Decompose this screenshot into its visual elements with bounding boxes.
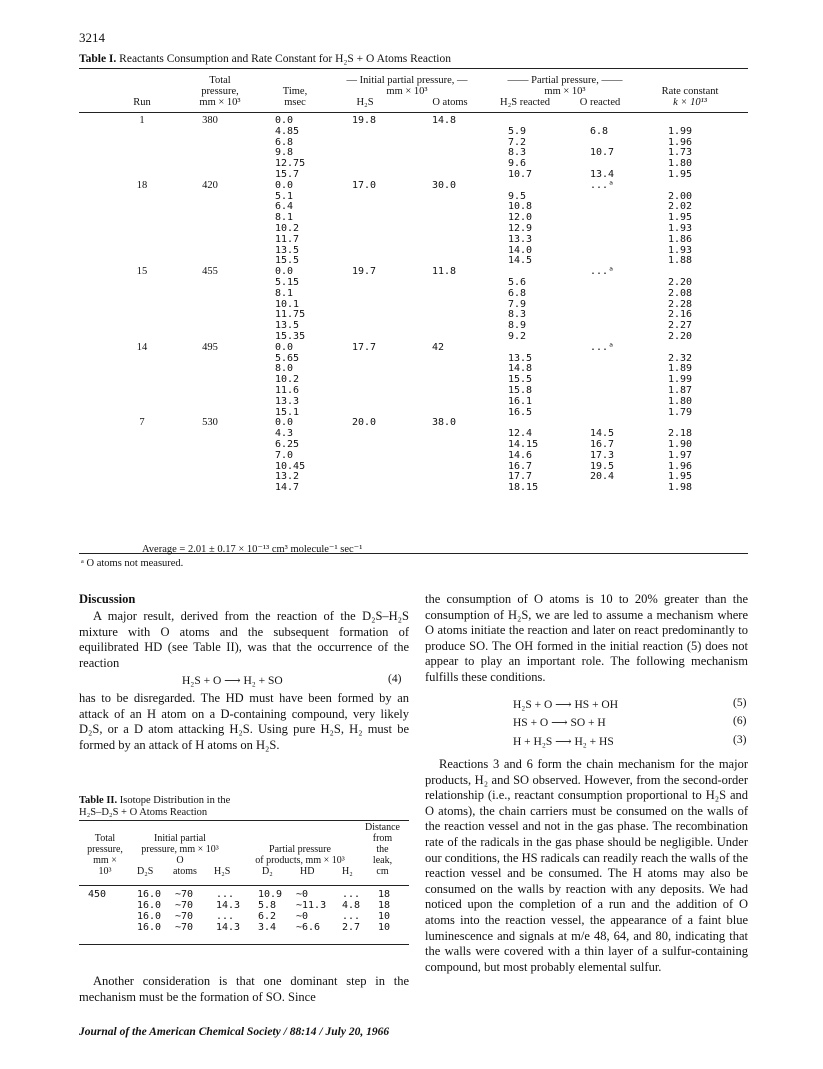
table2-cell: 10.9	[258, 889, 283, 900]
table1-h2s-reacted: 16.7	[508, 460, 533, 472]
table1-caption-text: Reactants Consumption and Rate Constant for H₂S + O Atoms Reaction	[119, 53, 451, 65]
table1-time: 14.7	[275, 482, 300, 494]
table1-time: 6.4	[275, 201, 294, 213]
table1-time: 10.1	[275, 298, 300, 310]
table1-rate: 1.93	[668, 244, 693, 256]
table1-caption	[79, 53, 451, 65]
table1-time: 6.25	[275, 439, 300, 450]
table1-header-rate: Rate constant k × 10¹³	[661, 86, 719, 108]
table1-rate: 1.79	[668, 406, 693, 418]
table1-initial-h2s: 20.0	[352, 417, 377, 429]
table2-sub-h2s: H₂S	[214, 866, 231, 877]
table1-time: 4.3	[275, 428, 294, 440]
table2-sub-d2s: D₂S	[137, 866, 154, 877]
table2-cell: 18	[378, 900, 391, 911]
table1-time: 10.2	[275, 223, 300, 234]
table1-rate: 1.73	[668, 147, 693, 159]
table1-time: 0.0	[275, 341, 294, 353]
table1-rate: 1.90	[668, 439, 693, 450]
table1-time: 5.15	[275, 277, 300, 288]
table1-rate: 2.00	[668, 190, 693, 202]
table2-cell: 4.8	[342, 900, 361, 911]
table1-o-reacted: 6.8	[590, 125, 609, 137]
table1-initial-o: 38.0	[432, 417, 457, 429]
table1-run-number: 18	[136, 179, 148, 191]
table1-o-reacted: 10.7	[590, 147, 615, 159]
table2-cell: 6.2	[258, 911, 277, 922]
table1-h2s-reacted: 8.3	[508, 309, 527, 321]
table1-time: 13.2	[275, 471, 300, 483]
table2-header-distance: Distance from the leak, cm	[365, 822, 400, 877]
table1-h2s-reacted: 17.7	[508, 471, 533, 483]
table2-cell: ...	[342, 889, 361, 900]
table2-cell: ~0	[296, 911, 309, 922]
table2-cell: ...	[342, 911, 361, 922]
table1-h2s-reacted: 8.9	[508, 320, 527, 332]
table2-cell: 14.3	[216, 922, 241, 933]
table2-header-total: Total pressure, mm × 10³	[87, 833, 123, 877]
table2-cell: 2.7	[342, 922, 361, 933]
table1-time: 11.75	[275, 309, 306, 321]
table2-cell: ~6.6	[296, 922, 321, 933]
table1-rate: 2.20	[668, 277, 693, 288]
table1-rate: 1.88	[668, 255, 693, 267]
table1-h2s-reacted: 18.15	[508, 482, 539, 494]
table1-time: 6.8	[275, 136, 294, 148]
table1-time: 8.1	[275, 287, 294, 299]
table1-time: 0.0	[275, 179, 294, 191]
table1-h2s-reacted: 15.8	[508, 385, 533, 396]
table1-header-partial: —— Partial pressure, —— mm × 10³	[507, 75, 623, 97]
table1-h2s-reacted: 9.5	[508, 190, 527, 202]
table1-rate: 1.95	[668, 212, 693, 224]
table1-caption-label: Table I.	[79, 53, 117, 65]
table1-total-pressure: 530	[202, 417, 218, 429]
table1-header-initial: — Initial partial pressure, — mm × 10³	[346, 75, 468, 97]
table1-o-reacted: ...ᵃ	[590, 179, 615, 191]
equation-5: H₂S + O ⟶ HS + OH	[513, 699, 619, 711]
table1-rate: 1.96	[668, 136, 693, 148]
table1-rate: 2.18	[668, 428, 693, 440]
table1-rate: 1.96	[668, 460, 693, 472]
equation-6: HS + O ⟶ SO + H	[513, 717, 606, 729]
table1-rate: 2.27	[668, 320, 693, 332]
table2-cell: 5.8	[258, 900, 277, 911]
table1-h2s-reacted: 14.15	[508, 439, 539, 450]
table1-header-initial-h2s: H₂S	[356, 97, 374, 108]
table2-sub-h2: H₂	[342, 866, 353, 877]
table1-total-pressure: 455	[202, 266, 218, 278]
table1-time: 11.6	[275, 385, 300, 396]
table1-h2s-reacted: 7.9	[508, 298, 527, 310]
table1-run-number: 7	[139, 417, 145, 429]
table2-cell: ~70	[175, 889, 194, 900]
table1-rate: 2.16	[668, 309, 693, 321]
table1-rate: 1.86	[668, 233, 693, 245]
table1-header-run: Run	[133, 97, 151, 108]
table1-rate: 1.93	[668, 223, 693, 234]
table1-time: 10.45	[275, 460, 306, 472]
table1-time: 4.85	[275, 125, 300, 137]
table1-h2s-reacted: 9.6	[508, 158, 527, 170]
discussion-heading: Discussion	[79, 592, 136, 606]
table1-total-pressure: 420	[202, 179, 218, 191]
page-number: 3214	[79, 30, 105, 45]
table1-initial-h2s: 17.7	[352, 341, 377, 353]
table1-header-rule	[79, 112, 748, 113]
discussion-paragraph-3: Another consideration is that one dominant step in the mechanism must be the formation of SO. Since	[79, 974, 409, 1004]
table1-time: 11.7	[275, 233, 300, 245]
table1-time: 0.0	[275, 417, 294, 429]
table2-bottom-rule	[79, 944, 409, 945]
table1-time: 5.1	[275, 190, 294, 202]
table2-top-rule	[79, 820, 409, 821]
table1-o-reacted: 20.4	[590, 471, 615, 483]
equation-3-number: (3)	[733, 734, 747, 746]
table1-rate: 1.99	[668, 374, 693, 386]
table1-initial-h2s: 19.7	[352, 266, 377, 278]
journal-footer: Journal of the American Chemical Society / 88:14 / July 20, 1966	[79, 1026, 390, 1038]
table1-header-h2s-reacted: H₂S reacted	[499, 97, 550, 108]
table1-average: Average = 2.01 ± 0.17 × 10⁻¹³ cm³ molecule⁻¹ sec⁻¹	[142, 544, 363, 555]
table1-time: 7.0	[275, 449, 294, 461]
table1-h2s-reacted: 7.2	[508, 136, 527, 148]
table1-time: 0.0	[275, 115, 294, 126]
equation-4: H₂S + O ⟶ H₂ + SO	[182, 675, 283, 687]
table1-header-o-reacted: O reacted	[579, 97, 621, 108]
table1-o-reacted: ...ᵃ	[590, 266, 615, 278]
table1-rate: 1.87	[668, 385, 693, 396]
table1-o-reacted: ...ᵃ	[590, 341, 615, 353]
table1-h2s-reacted: 15.5	[508, 374, 533, 386]
table1-time: 8.1	[275, 212, 294, 224]
table1-time: 15.7	[275, 169, 300, 180]
table1-h2s-reacted: 10.8	[508, 201, 533, 213]
discussion-paragraph-2: has to be disregarded. The HD must have been formed by an attack of an H atom on a D-containing compound, very likely D₂S, or a D atom attacking H₂S. Using pure H₂S, H₂ must be formed by an attack of H atoms on H₂S.	[79, 691, 409, 752]
table1-initial-o: 42	[432, 341, 445, 353]
table1-rate: 1.97	[668, 449, 693, 461]
table2-sub-o-atoms: atoms	[173, 866, 197, 877]
table1-initial-h2s: 19.8	[352, 115, 377, 126]
table2-cell: ~70	[175, 922, 194, 933]
table1-footnote: ᵃ O atoms not measured.	[81, 558, 184, 569]
table1-h2s-reacted: 14.8	[508, 363, 533, 375]
table1-header-initial-o: O atoms	[432, 97, 468, 108]
table2-cell: 16.0	[137, 911, 162, 922]
table2-cell: ~70	[175, 911, 194, 922]
discussion-paragraph-1: A major result, derived from the reaction of the D₂S–H₂S mixture with O atoms and the subsequent formation of equilibrated HD (see Table II), was that the occurrence of the reaction	[79, 609, 409, 670]
table1-rate: 2.28	[668, 298, 693, 310]
table1-o-reacted: 16.7	[590, 439, 615, 450]
table1-h2s-reacted: 10.7	[508, 169, 533, 180]
right-paragraph-1: the consumption of O atoms is 10 to 20% greater than the consumption of H₂S, we are led to assume a mechanism where O atoms initiate the reaction and later on react predominantly to produce SO. The OH formed in the initial reaction (5) does not appear to play an important role. The following mechanism fulfills these conditions.	[425, 592, 748, 684]
table1-initial-h2s: 17.0	[352, 179, 377, 191]
table2-cell: ...	[216, 911, 235, 922]
table1-rate: 2.20	[668, 331, 693, 342]
table1-top-rule	[79, 68, 748, 69]
table2-cell: ~0	[296, 889, 309, 900]
table2-caption: Table II. Isotope Distribution in the H₂S–D₂S + O Atoms Reaction	[79, 795, 231, 818]
table1-run-number: 14	[136, 341, 148, 353]
table1-h2s-reacted: 16.5	[508, 406, 533, 418]
table1-time: 15.1	[275, 406, 300, 418]
table1-rate: 2.02	[668, 201, 693, 213]
table1-rate: 1.80	[668, 395, 693, 407]
table1-h2s-reacted: 5.6	[508, 277, 527, 288]
table1-o-reacted: 14.5	[590, 428, 615, 440]
table1-h2s-reacted: 13.5	[508, 352, 533, 364]
table1-run-number: 15	[136, 266, 148, 278]
table1-h2s-reacted: 13.3	[508, 233, 533, 245]
table1-time: 0.0	[275, 266, 294, 278]
equation-6-number: (6)	[733, 715, 747, 727]
table1-rate: 1.80	[668, 158, 693, 170]
table1-time: 5.65	[275, 352, 300, 364]
table1-time: 13.5	[275, 244, 300, 256]
table1-time: 15.5	[275, 255, 300, 267]
table1-total-pressure: 380	[202, 115, 218, 126]
table1-header-time: Time, msec	[282, 86, 308, 108]
equation-5-number: (5)	[733, 697, 747, 709]
table1-h2s-reacted: 14.6	[508, 449, 533, 461]
table2-cell: 16.0	[137, 900, 162, 911]
table1-o-reacted: 13.4	[590, 169, 615, 180]
table1-h2s-reacted: 8.3	[508, 147, 527, 159]
table2-sub-hd: HD	[300, 866, 315, 877]
table1-time: 13.3	[275, 395, 300, 407]
table1-rate: 2.32	[668, 352, 693, 364]
table1-initial-o: 14.8	[432, 115, 457, 126]
table1-rate: 1.99	[668, 125, 693, 137]
table1-time: 10.2	[275, 374, 300, 386]
table1-h2s-reacted: 6.8	[508, 287, 527, 299]
table2-cell: 450	[88, 889, 107, 900]
table2-cell: 16.0	[137, 922, 162, 933]
table1-h2s-reacted: 14.0	[508, 244, 533, 256]
table1-h2s-reacted: 16.1	[508, 395, 533, 407]
table1-header-total: Total pressure, mm × 10³	[199, 75, 241, 108]
table1-initial-o: 30.0	[432, 179, 457, 191]
table2-header-rule	[79, 885, 409, 886]
table1-rate: 1.98	[668, 482, 693, 494]
table2-sub-d2: D₂	[262, 866, 273, 877]
table1-time: 12.75	[275, 158, 306, 170]
table1-o-reacted: 19.5	[590, 460, 615, 472]
table2-header-initial: Initial partial pressure, mm × 10³ O	[141, 833, 219, 866]
table1-o-reacted: 17.3	[590, 449, 615, 461]
table1-rate: 1.95	[668, 471, 693, 483]
right-paragraph-2: Reactions 3 and 6 form the chain mechanism for the major products, H₂ and SO observed. However, from the second-order relationship (i.e., reactant consumption proportional to H₂S and O atoms), the chain carriers must be consumed on the walls of the reaction vessel and not in the gas phase. The recombination rate of the radicals in the gas phase should be negligible. Under our conditions, the HS radicals can readily reach the walls of the reaction vessel and be consumed. The H atoms may also be consumed on the walls by reaction with any deposits. We had noticed upon the completion of a run and the addition of O atoms into the reaction vessel, the appearance of a faint blue luminescence and signals at m/e 48, 64, and 80, indicating that the walls were covered with a thin layer of a sulfur-containing compound, but most probably elemental sulfur.	[425, 757, 748, 974]
table1-h2s-reacted: 12.9	[508, 223, 533, 234]
table1-run-number: 1	[139, 115, 145, 126]
table1-time: 13.5	[275, 320, 300, 332]
table1-initial-o: 11.8	[432, 266, 457, 278]
table1-time: 8.0	[275, 363, 294, 375]
table2-cell: 10	[378, 911, 391, 922]
table1-h2s-reacted: 12.4	[508, 428, 533, 440]
table1-time: 9.8	[275, 147, 294, 159]
table1-rate: 1.95	[668, 169, 693, 180]
table1-time: 15.35	[275, 331, 306, 342]
table1-total-pressure: 495	[202, 341, 218, 353]
table1-rate: 2.08	[668, 287, 693, 299]
table1-h2s-reacted: 12.0	[508, 212, 533, 224]
table2-cell: 14.3	[216, 900, 241, 911]
table2-cell: 18	[378, 889, 391, 900]
table1-rate: 1.89	[668, 363, 693, 375]
table2-header-partial: Partial pressure of products, mm × 10³	[255, 844, 345, 866]
table2-cell: 3.4	[258, 922, 277, 933]
equation-3: H + H₂S ⟶ H₂ + HS	[513, 736, 614, 748]
table2-cell: 16.0	[137, 889, 162, 900]
table2-cell: ~11.3	[296, 900, 327, 911]
table2-cell: ~70	[175, 900, 194, 911]
equation-4-number: (4)	[388, 673, 402, 685]
table1-h2s-reacted: 5.9	[508, 125, 527, 137]
table2-cell: 10	[378, 922, 391, 933]
table1-h2s-reacted: 9.2	[508, 331, 527, 342]
table2-cell: ...	[216, 889, 235, 900]
table1-h2s-reacted: 14.5	[508, 255, 533, 267]
